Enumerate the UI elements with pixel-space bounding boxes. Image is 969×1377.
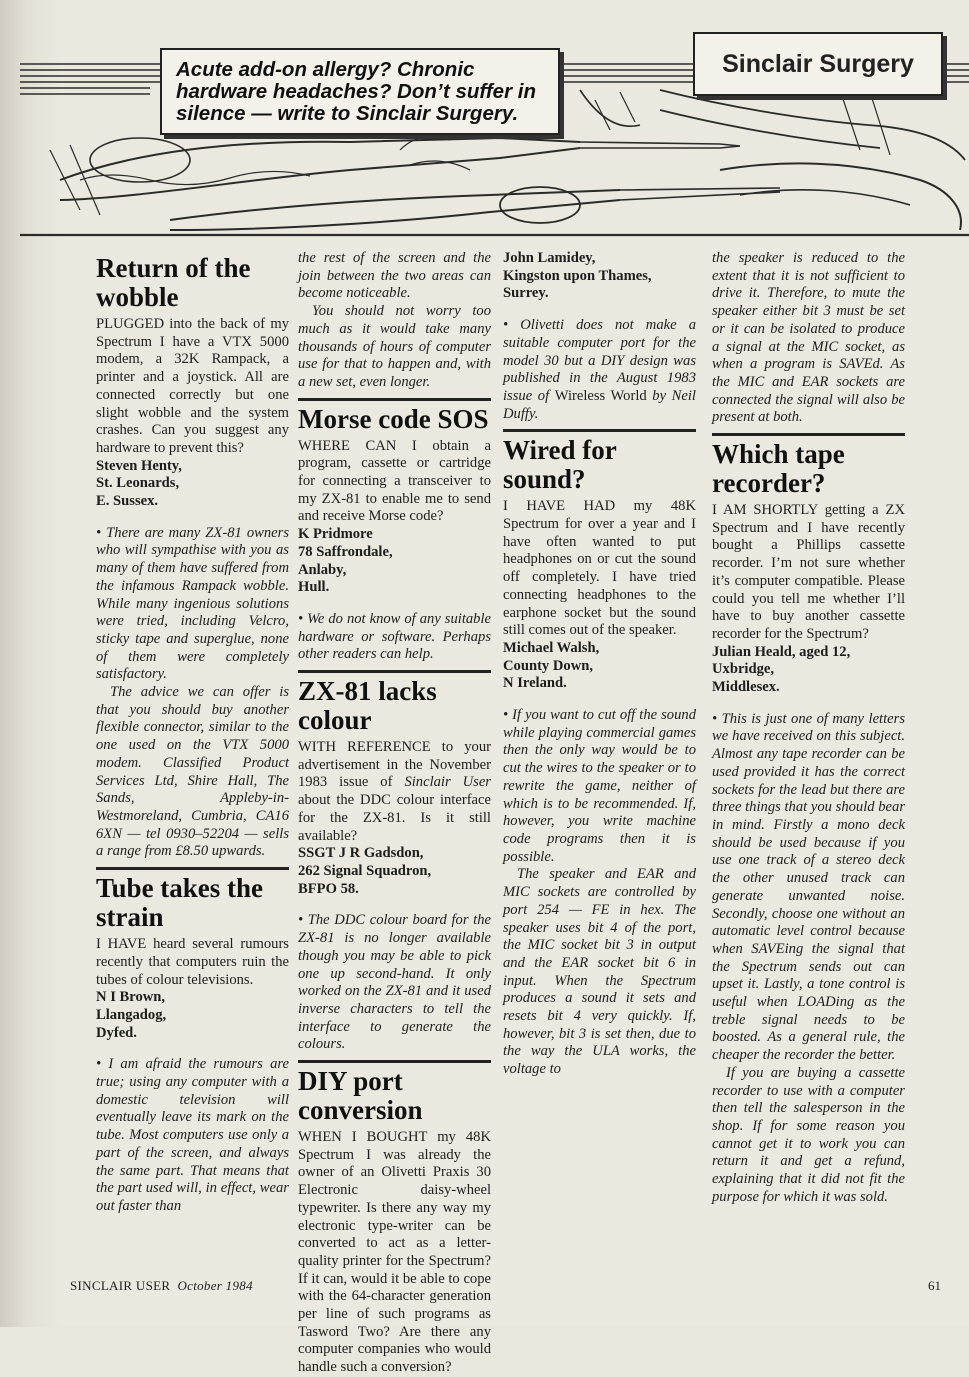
letter-diy: WHEN I BOUGHT my 48K Spectrum I was already the owner of an Olivetti Praxis 30 Electronic daisy-wheel typewriter. Is there any way my electronic type-writer can be converted to act as a letter-quality printer for the Spectrum? If it can, would it be able to cope with the 64-character generation per line of such programs as Tasword Two? Are there any computer companies who would handle such a conversion?	[298, 1129, 491, 1376]
reply-colour: • The DDC colour board for the ZX-81 is no longer available though you may be able to pick one up second-hand. It only worked on the ZX-81 and it used inverse characters to tell the interface to generate the colours.	[298, 912, 491, 1053]
section-title: Sinclair Surgery	[693, 32, 943, 96]
reply-sound-2: The speaker and EAR and MIC sockets are controlled by port 254 — FE in hex. The speaker uses bit 4 of the port, the MIC socket bit 3 in output and the EAR socket bit 6 in input. When the Spectrum produces a sound it sets and resets bit 4 very quickly. If, however, bit 3 is set then, due to the way the ULA works, the voltage to	[503, 866, 696, 1078]
letter-wobble: PLUGGED into the back of my Spectrum I have a VTX 5000 modem, a 32K Rampack, a printer and a joystick. All are connected correctly but one slight wobble and the system crashes. Can you suggest any hardware to prevent this?	[96, 316, 289, 456]
headline-sound: Wired for sound?	[503, 435, 617, 495]
reply-wobble-2: The advice we can offer is that you should buy another flexible connector, similar to the one used on the VTX 5000 modem. Classified Product Services Ltd, Shire Hall, The Sands, Appleby-in-Westmoreland, Cumbria, CA16 6XN — tel 0930–52204 — sells a range from £8.50 upwards.	[96, 684, 289, 860]
letter-colour-b: about the DDC colour interface for the ZX-81. Is it still available?	[298, 792, 491, 844]
headline-colour: ZX-81 lacks colour	[298, 676, 437, 736]
page-number: 61	[928, 1278, 941, 1293]
reply-sound-1: • If you want to cut off the sound while playing commercial games then the only way would be to cut the wires to the speaker or to rewrite the game, neither of which is to be recommended. If, however, you write machine code programs then it is possible.	[503, 707, 696, 865]
headline-diy: DIY port conversion	[298, 1066, 423, 1126]
reply-sound-3: the speaker is reduced to the extent that it is not sufficient to drive it. Therefore, to mute the speaker either bit 3 must be set or it can be isolated to produce a signal at the MIC socket, as when a program is SAVEd. As the MIC and EAR sockets are connected the signal will also be present at both.	[712, 250, 905, 426]
reply-tube-2: the rest of the screen and the join between the two areas can become noticeable.	[298, 250, 491, 302]
signature-colour: SSGT J R Gadsdon, 262 Signal Squadron, BFPO 58.	[298, 845, 432, 897]
signature-morse: K Pridmore 78 Saffrondale, Anlaby, Hull.	[298, 526, 393, 596]
reply-diy-a: • Olivetti does not make a suitable computer port for the model 30 but a DIY design was published in the August 1983 issue of	[503, 317, 696, 404]
reply-morse: • We do not know of any suitable hardware or software. Perhaps other readers can help.	[298, 610, 491, 663]
reply-tube-3: You should not worry too much as it would take many thousands of hours of computer use for that to happen and, with a new set, even longer.	[298, 303, 491, 390]
headline-morse: Morse code SOS	[298, 403, 489, 434]
signature-wobble: Steven Henty, St. Leonards, E. Sussex.	[96, 457, 182, 510]
headline-tape: Which tape recorder?	[712, 439, 845, 499]
signature-sound: Michael Walsh, County Down, N Ireland.	[503, 639, 600, 692]
signature-diy: John Lamidey, Kingston upon Thames, Surrey.	[503, 250, 652, 302]
footer-masthead	[70, 1278, 253, 1294]
divider	[298, 1060, 491, 1063]
magazine-name: Sinclair User	[404, 774, 491, 791]
magazine-ref: Wireless World	[554, 387, 647, 404]
signature-tube: N I Brown, Llangadog, Dyfed.	[96, 989, 167, 1041]
signature-tape: Julian Heald, aged 12, Uxbridge, Middlesex.	[712, 643, 851, 696]
headline-wobble: Return of the wobble	[96, 253, 251, 312]
reply-diy	[503, 317, 696, 423]
column-3	[503, 250, 696, 1079]
letter-morse: WHERE CAN I obtain a program, cassette or cartridge for connecting a transceiver to my ZX-81 to enable me to send and receive Morse code?	[298, 437, 491, 525]
reply-wobble-1: • There are many ZX-81 owners who will sympathise with you as many of them have suffered from the infamous Rampack wobble. While many ingenious solutions were tried, including Velcro, sticky tape and superglue, none of them were completely satisfactory.	[96, 524, 289, 683]
letter-tape: I AM SHORTLY getting a ZX Spectrum and I have recently bought a Phillips cassette recorder. I’m not sure whether it’s computer compatible. Please could you tell me whether I’ll have to buy another cassette recorder for the Spectrum?	[712, 502, 905, 642]
column-1	[96, 250, 289, 1216]
divider	[712, 433, 905, 436]
divider	[298, 670, 491, 673]
reply-diy-b: by Neil Duffy.	[503, 387, 696, 422]
tagline: Acute add-on allergy? Chronic hardware headaches? Don’t suffer in silence — write to Sinclair Surgery.	[160, 48, 560, 135]
issue-date: October 1984	[177, 1278, 253, 1293]
divider	[96, 867, 289, 870]
column-2	[298, 250, 491, 1377]
letter-colour	[298, 739, 491, 845]
header-illustration	[20, 30, 969, 240]
divider	[503, 429, 696, 432]
column-4	[712, 250, 905, 1206]
magazine-title: SINCLAIR USER	[70, 1278, 171, 1293]
divider	[298, 398, 491, 401]
reply-tape-1: • This is just one of many letters we have received on this subject. Almost any tape recorder can be used provided it has the correct sockets for the lead but there are three things that you should bear in mind. Firstly a mono deck should be used because if you use one track of a stereo deck the other unused track can generate unwanted noise. Secondly, choose one without an automatic level control because when SAVEing the signal that the Spectrum sends out can upset it. Lastly, a tone control is useful when LOADing as the treble signal needs to be boosted. As a general rule, the cheaper the recorder the better.	[712, 710, 905, 1064]
reply-tape-2: If you are buying a cassette recorder to use with a computer then tell the salesperson in the shop. If for some reason you cannot get it to work you can return it and get a refund, explaining that it did not fit the purpose for which it was sold.	[712, 1064, 905, 1205]
letter-colour-a: WITH REFERENCE to your advertisement in the November 1983 issue of	[298, 739, 491, 791]
letter-sound: I HAVE HAD my 48K Spectrum for over a year and I have often wanted to put headphones on or cut the sound off completely. I have tried connecting headphones to the earphone socket but the sound still comes out of the speaker.	[503, 498, 696, 639]
letter-tube: I HAVE heard several rumours recently that computers ruin the tubes of colour televisions.	[96, 936, 289, 988]
headline-tube: Tube takes the strain	[96, 873, 264, 933]
reply-tube-1: • I am afraid the rumours are true; using any computer with a domestic television will eventually leave its mark on the tube. Most computers use only a part of the screen, and always the same part. That means that the part used will, in effect, wear out faster than	[96, 1056, 289, 1214]
